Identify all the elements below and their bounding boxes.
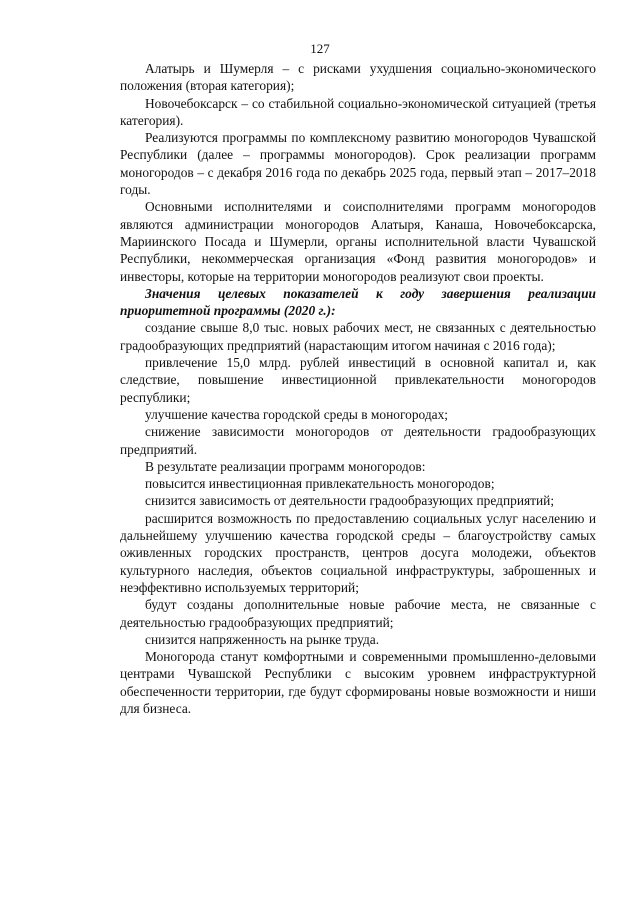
page-number: 127: [310, 41, 330, 56]
list-item: снижение зависимости моногородов от деятельности градообразующих предприятий.: [120, 424, 596, 457]
paragraph-conclusion: Моногорода станут комфортными и современными промышленно-деловыми центрами Чувашской Республики с высоким уровнем инфраструктурной обеспеченности территории, где будут сформированы новые возможности и ниши для бизнеса.: [120, 649, 596, 716]
list-item: повысится инвестиционная привлекательность моногородов;: [145, 476, 495, 492]
paragraph-categories-third: Новочебоксарск – со стабильной социально-экономической ситуацией (третья категория).: [120, 95, 596, 128]
list-item: создание свыше 8,0 тыс. новых рабочих мест, не связанных с деятельностью градообразующих предприятий (нарастающим итогом начиная с 2016 года);: [120, 320, 596, 353]
section-heading-target-indicators: Значения целевых показателей к году завершения реализации приоритетной программы (2020 г.):: [120, 285, 596, 319]
list-item: привлечение 15,0 млрд. рублей инвестиций в основной капитал и, как следствие, повышение инвестиционной привлекательности моногородов республики;: [120, 355, 596, 405]
list-item: улучшение качества городской среды в моногородах;: [145, 406, 448, 422]
list-item: снизится зависимость от деятельности градообразующих предприятий;: [145, 493, 555, 509]
paragraph-results-intro: В результате реализации программ моногородов:: [145, 458, 426, 474]
paragraph-programs: Реализуются программы по комплексному развитию моногородов Чувашской Республики (далее – программы моногородов). Срок реализации программ моногородов – с декабря 2016 года по декабрь 2025 года, первый этап – 2017–2018 годы.: [120, 130, 596, 198]
paragraph-executors: Основными исполнителями и соисполнителями программ моногородов являются администрации моногородов Алатыря, Канаша, Новочебоксарска, Мариинского Посада и Шумерли, органы исполнительной власти Чувашской Республики, некоммерческая организация «Фонд развития моногородов» и инвесторы, которые на территории моногородов реализуют свои проекты.: [120, 199, 596, 284]
list-item: расширится возможность по предоставлению социальных услуг населению и дальнейшему улучшению качества городской среды – благоустройству самых оживленных городских пространств, центров досуга молодежи, объектов культурного наследия, объектов социальной инфраструктуры, заброшенных и неэффективно используемых территорий;: [120, 510, 596, 595]
list-item: будут созданы дополнительные новые рабочие места, не связанные с деятельностью градообразующих предприятий;: [120, 597, 596, 630]
text-body: [120, 60, 596, 717]
paragraph-categories-second: Алатырь и Шумерля – с рисками ухудшения социально-экономического положения (вторая категория);: [120, 61, 596, 94]
list-item: снизится напряженность на рынке труда.: [145, 631, 380, 647]
